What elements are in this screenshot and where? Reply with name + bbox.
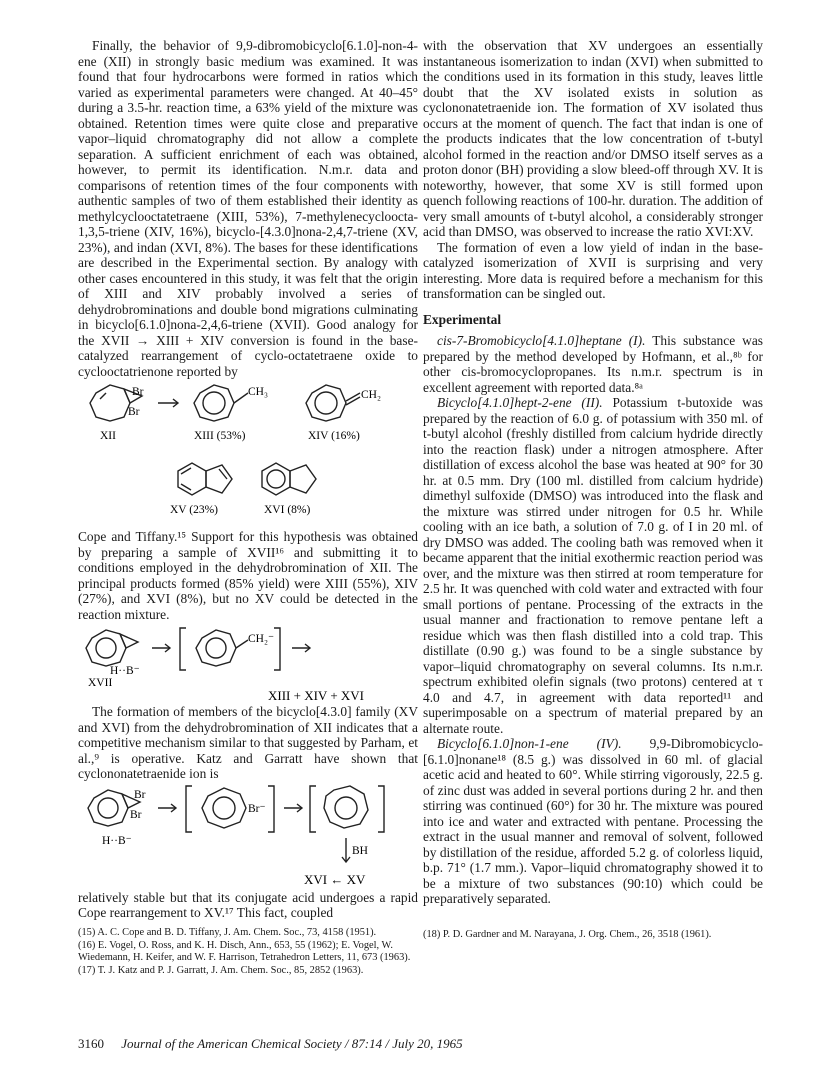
page-number: 3160 xyxy=(78,1036,104,1051)
footnote: (18) P. D. Gardner and M. Narayana, J. Org. Chem., 26, 3518 (1961). xyxy=(423,928,712,940)
experimental-entry xyxy=(423,395,763,736)
experimental-entry xyxy=(423,333,763,395)
compound-xii-label: XII xyxy=(100,430,116,442)
br-label: Br xyxy=(128,406,140,418)
footnote: (17) T. J. Katz and P. J. Garratt, J. Am. Chem. Soc., 85, 2852 (1963). xyxy=(78,965,364,977)
experimental-entry xyxy=(423,736,763,907)
right-column xyxy=(423,38,763,942)
paragraph: Finally, the behavior of 9,9-dibromobicyclo[6.1.0]-non-4-ene (XII) in strongly basic medium was examined. It was found that four hydrocarbons were formed in ratios which varied as experimental parameters were changed. At 40–45° during a 3.5-hr. reaction time, a 63% yield of the mixture was obtained. Retention times were quite close and preparative vapor–liquid chromatography did not allow a complete separation. A sufficient enrichment of each was obtained, however, to permit its identification. N.m.r. data and comparisons of retention times of the four components with authentic samples of two of them established their identity as methylcyclooctatetraene (XIII, 53%), 7-methylenecycloocta-1,3,5-triene (XIV, 16%), bicyclo-[4.3.0]nona-2,4,7-triene (XV, 23%), and indan (XVI, 8%). The bases for these identifications are described in the Experimental section. By analogy with other cases encountered in this study, it was felt that the origin of XIII and XIV probably involved a series of dehydrobrominations and double bond migrations culminating in bicyclo[6.1.0]nona-2,4,6-triene (XVII). Good analogy for the XVII → XIII + XIV conversion is found in the base-catalyzed rearrangement of cyclo-octatetraene oxide to cyclooctatrienone reported by xyxy=(78,38,418,379)
scheme-1-drawing xyxy=(78,379,418,529)
scheme-xii-products xyxy=(78,379,418,529)
compound-xiv-label: XIV (16%) xyxy=(308,430,360,442)
bh-label: BH xyxy=(352,844,368,857)
paragraph: The formation of members of the bicyclo[4.3.0] family (XV and XVI) from the dehydrobromination of XII indicates that a competitive mechanism similar to that suggested by Parham, et al.,⁹ is operative. Katz and Garratt have shown that cyclononatetraenide ion is xyxy=(78,704,418,781)
footnotes-left xyxy=(78,927,418,978)
bromide-label: Br⁻ xyxy=(248,802,266,815)
scheme-xvii xyxy=(78,622,418,704)
page-footer: 3160 Journal of the American Chemical Society / 87:14 / July 20, 1965 xyxy=(78,1036,463,1051)
scheme-3-drawing xyxy=(78,782,418,890)
paragraph: The formation of even a low yield of indan in the base-catalyzed isomerization of XVII is surprising and very interesting. More data is required before a mechanism for this transformation can be singled out. xyxy=(423,239,763,301)
footnote: (16) E. Vogel, O. Ross, and K. H. Disch, Ann., 653, 55 (1962); E. Vogel, W. Wiedemann, H. Keifer, and W. F. Harrison, Tetrahedron Letters, 11, 673 (1963). xyxy=(78,939,411,963)
br-label: Br xyxy=(130,808,142,821)
h-base-label: H··B⁻ xyxy=(110,665,140,677)
footnote: (15) A. C. Cope and B. D. Tiffany, J. Am. Chem. Soc., 73, 4158 (1951). xyxy=(78,926,377,938)
journal-issue: 87:14 xyxy=(351,1036,383,1051)
ch3-label: CH₃ xyxy=(248,386,268,398)
h-base-label: H··B⁻ xyxy=(102,834,132,847)
journal-date: July 20, 1965 xyxy=(392,1036,463,1051)
ch2-anion-label: CH₂⁻ xyxy=(248,633,275,645)
br-label: Br xyxy=(132,386,144,398)
compound-xv-label: XV (23%) xyxy=(170,504,219,516)
entry-text: Potassium t-butoxide was prepared by the reaction of 6.0 g. of potassium with 350 ml. of t-butyl alcohol (freshly distilled from calcium hydride directly into the reaction flask) under a nitrogen atmosphere. After distillation of excess alcohol the base was heated at 90° for 30 hr. at 0.5 mm. Dry (100 ml. distilled from calcium hydride) dimethyl sulfoxide (DMSO) was introduced into the flask and the mixture was stirred under nitrogen for 0.5 hr. While cooling with an ice bath, a solution of 7.0 g. of I in 20 ml. of dry DMSO was added. The cooling bath was removed when it became apparent that the initial exothermic reaction period was over, and the mixture was then stirred at room temperature for 2.5 hr. It was quenched with cold water and extracted with four small portions of pentane. Processing of the extracts in the usual manner and fractionation to remove pentane left a residue which was then flash distilled into a cold trap. This distillate (0.90 g.) was found to be a single substance by vapor–liquid chromatography on several columns. Its n.m.r. spectrum exhibited olefin signals (two protons) centered at τ 4.0 and 4.7, in agreement with data reported¹¹ and superimposable on a spectrum of material prepared by an alternate route. xyxy=(423,395,763,736)
left-column xyxy=(78,38,418,978)
paragraph: Cope and Tiffany.¹⁵ Support for this hypothesis was obtained by preparing a sample of XVII¹⁶ and submitting it to conditions employed in the dehydrobromination of XII. The principal products formed (85% yield) were XIII (55%), XIV (27%), and XVI (8%), but no XV could be detected in the reaction mixture. xyxy=(78,529,418,622)
entry-title: Bicyclo[4.1.0]hept-2-ene (II). xyxy=(437,395,603,410)
xvi-xv-label: XVI ← XV xyxy=(304,871,366,887)
scheme-cyclononatetraenide xyxy=(78,782,418,890)
compound-xiii-label: XIII (53%) xyxy=(194,430,246,442)
entry-text: 9,9-Dibromobicyclo-[6.1.0]nonane¹⁸ (8.5 g.) was dissolved in 60 ml. of glacial acetic acid and heated to 60°. While stirring vigorously, 22.5 g. of zinc dust was added in several portions during 2 hr. and then stirring was continued (60°) for 30 hr. The mixture was poured into ice and water and extracted with pentane. Processing the extract in the usual manner and removal of solvent, followed by distillation of the residue, afforded 5.2 g. of colorless liquid, b.p. 71° (1.7 mm.). Vapor–liquid chromatography showed it to be a mixture of two substances (90:10) which could be preparatively separated. xyxy=(423,736,763,906)
entry-text: This substance was prepared by the method developed by Hofmann, et al.,⁸ᵇ for other cis-bromocyclopropanes. Its n.m.r. spectrum is in excellent agreement with reported data.⁸ᵃ xyxy=(423,333,763,395)
entry-title: Bicyclo[6.1.0]non-1-ene (IV). xyxy=(437,736,622,751)
section-heading: Experimental xyxy=(423,311,502,327)
footnotes-right xyxy=(423,929,763,941)
br-label: Br xyxy=(134,788,146,801)
scheme-2-drawing xyxy=(78,622,418,704)
entry-title: cis-7-Bromobicyclo[4.1.0]heptane (I). xyxy=(437,333,646,348)
compound-xvii-label: XVII xyxy=(88,677,113,689)
paragraph: with the observation that XV undergoes an essentially instantaneous isomerization to indan (XVI) when submitted to the conditions used in its formation in this study, leaves little doubt that the XV isolated exists in solution as cyclononatetraenide ion. The formation of XV isolated thus occurs at the moment of quench. The fact that indan is one of the products indicates that the low concentration of t-butyl alcohol formed in the reaction and/or DMSO itself serves as a proton donor (BH) providing a slow bleed-off through XV. It is noteworthy, however, that some XV is still formed upon quench following reactions of 100-hr. duration. The addition of very small amounts of t-butyl alcohol, a considerably stronger acid than DMSO, was observed to increase the ratio XVI:XV. xyxy=(423,38,763,239)
paragraph: relatively stable but that its conjugate acid undergoes a rapid Cope rearrangement to XV.¹⁷ This fact, coupled xyxy=(78,889,418,920)
products-label: XIII + XIV + XVI xyxy=(268,688,365,703)
ch2-label: CH₂ xyxy=(361,389,381,401)
compound-xvi-label: XVI (8%) xyxy=(264,504,311,516)
journal-name: Journal of the American Chemical Society xyxy=(121,1036,342,1051)
